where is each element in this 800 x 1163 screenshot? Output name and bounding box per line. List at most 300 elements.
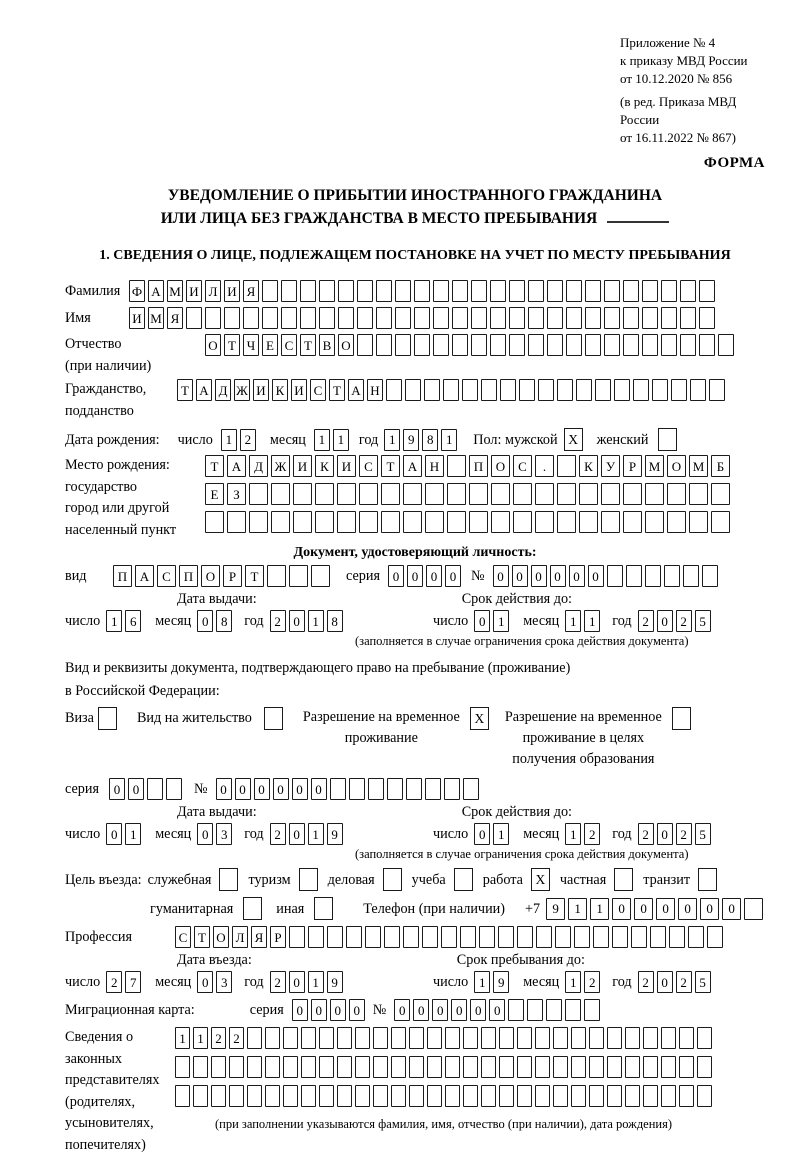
char-cell[interactable]	[327, 926, 343, 948]
char-cell[interactable]	[574, 926, 590, 948]
char-cell[interactable]	[166, 778, 182, 800]
char-cell[interactable]	[481, 1056, 496, 1078]
char-cell[interactable]	[652, 379, 668, 401]
char-cell[interactable]	[645, 483, 664, 505]
char-cell[interactable]	[557, 483, 576, 505]
char-cell[interactable]	[517, 1027, 532, 1049]
char-cell[interactable]	[193, 1085, 208, 1107]
char-cell[interactable]: 0	[569, 565, 585, 587]
char-cell[interactable]	[697, 1027, 712, 1049]
char-cell[interactable]	[671, 379, 687, 401]
char-cell[interactable]: Р	[223, 565, 242, 587]
char-cell[interactable]	[471, 334, 487, 356]
char-cell[interactable]: 0	[128, 778, 144, 800]
char-cell[interactable]: 0	[722, 898, 741, 920]
char-cell[interactable]: Я	[243, 280, 259, 302]
char-cell[interactable]: К	[579, 455, 598, 477]
purpose-private-checkbox[interactable]	[614, 868, 633, 891]
char-cell[interactable]	[247, 1056, 262, 1078]
char-cell[interactable]	[281, 307, 297, 329]
purpose-humanitarian-checkbox[interactable]	[243, 897, 262, 920]
char-cell[interactable]: 2	[676, 823, 692, 845]
char-cell[interactable]	[661, 334, 677, 356]
title-blank-line[interactable]	[607, 207, 669, 223]
char-cell[interactable]	[557, 379, 573, 401]
char-cell[interactable]	[688, 926, 704, 948]
char-cell[interactable]	[490, 280, 506, 302]
char-cell[interactable]	[557, 511, 576, 533]
char-cell[interactable]: 0	[700, 898, 719, 920]
char-cell[interactable]	[227, 511, 246, 533]
char-cell[interactable]	[513, 511, 532, 533]
char-cell[interactable]: 1	[221, 429, 237, 451]
char-cell[interactable]: .	[535, 455, 554, 477]
char-cell[interactable]	[679, 1027, 694, 1049]
char-cell[interactable]: Т	[224, 334, 240, 356]
char-cell[interactable]: О	[205, 334, 221, 356]
char-cell[interactable]	[391, 1027, 406, 1049]
char-cell[interactable]: 0	[512, 565, 528, 587]
char-cell[interactable]: Б	[711, 455, 730, 477]
char-cell[interactable]	[395, 280, 411, 302]
char-cell[interactable]	[585, 334, 601, 356]
char-cell[interactable]: 1	[565, 823, 581, 845]
char-cell[interactable]	[267, 565, 286, 587]
char-cell[interactable]	[427, 1027, 442, 1049]
char-cell[interactable]: Т	[245, 565, 264, 587]
char-cell[interactable]: 1	[565, 971, 581, 993]
char-cell[interactable]	[355, 1056, 370, 1078]
char-cell[interactable]	[527, 999, 543, 1021]
char-cell[interactable]	[319, 1056, 334, 1078]
char-cell[interactable]: 0	[678, 898, 697, 920]
char-cell[interactable]	[433, 334, 449, 356]
char-cell[interactable]	[553, 1056, 568, 1078]
char-cell[interactable]	[308, 926, 324, 948]
char-cell[interactable]	[319, 280, 335, 302]
char-cell[interactable]	[463, 1056, 478, 1078]
char-cell[interactable]: Ж	[234, 379, 250, 401]
char-cell[interactable]: Ж	[271, 455, 290, 477]
char-cell[interactable]: Д	[215, 379, 231, 401]
char-cell[interactable]	[319, 1027, 334, 1049]
char-cell[interactable]	[604, 307, 620, 329]
char-cell[interactable]	[443, 379, 459, 401]
char-cell[interactable]	[462, 379, 478, 401]
char-cell[interactable]: 9	[546, 898, 565, 920]
char-cell[interactable]: 0	[550, 565, 566, 587]
char-cell[interactable]: 0	[109, 778, 125, 800]
char-cell[interactable]: 1	[308, 610, 324, 632]
char-cell[interactable]	[699, 334, 715, 356]
purpose-tourism-checkbox[interactable]	[299, 868, 318, 891]
char-cell[interactable]: О	[491, 455, 510, 477]
char-cell[interactable]	[601, 483, 620, 505]
char-cell[interactable]: 1	[308, 823, 324, 845]
char-cell[interactable]	[625, 1027, 640, 1049]
char-cell[interactable]: М	[148, 307, 164, 329]
char-cell[interactable]	[481, 1085, 496, 1107]
char-cell[interactable]	[211, 1085, 226, 1107]
char-cell[interactable]	[355, 1085, 370, 1107]
char-cell[interactable]: 0	[388, 565, 404, 587]
char-cell[interactable]: 0	[474, 823, 490, 845]
purpose-official-checkbox[interactable]	[219, 868, 238, 891]
char-cell[interactable]	[349, 778, 365, 800]
char-cell[interactable]: 1	[568, 898, 587, 920]
char-cell[interactable]	[433, 307, 449, 329]
char-cell[interactable]	[547, 307, 563, 329]
char-cell[interactable]	[669, 926, 685, 948]
char-cell[interactable]	[517, 1056, 532, 1078]
char-cell[interactable]	[661, 307, 677, 329]
char-cell[interactable]	[623, 307, 639, 329]
char-cell[interactable]: 0	[106, 823, 122, 845]
char-cell[interactable]: 0	[612, 898, 631, 920]
char-cell[interactable]: 0	[426, 565, 442, 587]
char-cell[interactable]	[680, 280, 696, 302]
char-cell[interactable]: 0	[197, 610, 213, 632]
char-cell[interactable]	[607, 1056, 622, 1078]
char-cell[interactable]: 2	[211, 1027, 226, 1049]
char-cell[interactable]	[422, 926, 438, 948]
char-cell[interactable]: 5	[695, 823, 711, 845]
char-cell[interactable]: 2	[229, 1027, 244, 1049]
char-cell[interactable]: 1	[175, 1027, 190, 1049]
char-cell[interactable]	[425, 511, 444, 533]
char-cell[interactable]	[463, 778, 479, 800]
char-cell[interactable]: 0	[292, 778, 308, 800]
char-cell[interactable]: 5	[695, 971, 711, 993]
char-cell[interactable]	[224, 307, 240, 329]
char-cell[interactable]: 3	[216, 971, 232, 993]
char-cell[interactable]: 0	[292, 999, 308, 1021]
char-cell[interactable]	[498, 926, 514, 948]
char-cell[interactable]: 0	[489, 999, 505, 1021]
char-cell[interactable]	[571, 1027, 586, 1049]
char-cell[interactable]: 0	[470, 999, 486, 1021]
char-cell[interactable]: Р	[270, 926, 286, 948]
char-cell[interactable]: 2	[270, 823, 286, 845]
char-cell[interactable]	[447, 511, 466, 533]
char-cell[interactable]	[301, 1027, 316, 1049]
char-cell[interactable]: С	[310, 379, 326, 401]
char-cell[interactable]: 1	[106, 610, 122, 632]
char-cell[interactable]	[414, 280, 430, 302]
char-cell[interactable]	[283, 1056, 298, 1078]
char-cell[interactable]	[535, 483, 554, 505]
char-cell[interactable]	[368, 778, 384, 800]
char-cell[interactable]	[623, 483, 642, 505]
residence-permit-checkbox[interactable]	[264, 707, 283, 730]
char-cell[interactable]: Н	[367, 379, 383, 401]
char-cell[interactable]: 0	[588, 565, 604, 587]
char-cell[interactable]: 1	[333, 429, 349, 451]
char-cell[interactable]	[338, 280, 354, 302]
char-cell[interactable]: О	[201, 565, 220, 587]
char-cell[interactable]: П	[113, 565, 132, 587]
char-cell[interactable]	[643, 1027, 658, 1049]
char-cell[interactable]	[427, 1056, 442, 1078]
char-cell[interactable]: Р	[623, 455, 642, 477]
char-cell[interactable]	[281, 280, 297, 302]
char-cell[interactable]	[205, 307, 221, 329]
char-cell[interactable]	[319, 1085, 334, 1107]
char-cell[interactable]	[546, 999, 562, 1021]
char-cell[interactable]: 0	[289, 971, 305, 993]
char-cell[interactable]	[528, 307, 544, 329]
char-cell[interactable]	[414, 307, 430, 329]
char-cell[interactable]	[491, 483, 510, 505]
char-cell[interactable]	[614, 379, 630, 401]
char-cell[interactable]	[337, 511, 356, 533]
char-cell[interactable]: 0	[216, 778, 232, 800]
char-cell[interactable]	[566, 280, 582, 302]
char-cell[interactable]	[425, 483, 444, 505]
char-cell[interactable]	[409, 1085, 424, 1107]
char-cell[interactable]	[243, 307, 259, 329]
char-cell[interactable]: М	[167, 280, 183, 302]
char-cell[interactable]	[689, 483, 708, 505]
char-cell[interactable]: Л	[232, 926, 248, 948]
char-cell[interactable]: 1	[125, 823, 141, 845]
char-cell[interactable]	[565, 999, 581, 1021]
char-cell[interactable]: 0	[657, 823, 673, 845]
char-cell[interactable]	[667, 483, 686, 505]
char-cell[interactable]	[500, 379, 516, 401]
char-cell[interactable]: Е	[262, 334, 278, 356]
char-cell[interactable]: К	[315, 455, 334, 477]
char-cell[interactable]	[679, 1085, 694, 1107]
char-cell[interactable]: Я	[167, 307, 183, 329]
char-cell[interactable]: О	[338, 334, 354, 356]
char-cell[interactable]	[585, 307, 601, 329]
char-cell[interactable]: 8	[327, 610, 343, 632]
char-cell[interactable]	[271, 511, 290, 533]
char-cell[interactable]: 9	[493, 971, 509, 993]
char-cell[interactable]	[452, 307, 468, 329]
char-cell[interactable]: Е	[205, 483, 224, 505]
char-cell[interactable]	[403, 511, 422, 533]
char-cell[interactable]: 0	[451, 999, 467, 1021]
char-cell[interactable]	[319, 307, 335, 329]
char-cell[interactable]: 0	[657, 971, 673, 993]
char-cell[interactable]	[667, 511, 686, 533]
char-cell[interactable]	[315, 511, 334, 533]
char-cell[interactable]: 1	[384, 429, 400, 451]
char-cell[interactable]	[409, 1056, 424, 1078]
char-cell[interactable]	[376, 280, 392, 302]
char-cell[interactable]	[469, 511, 488, 533]
char-cell[interactable]	[193, 1056, 208, 1078]
char-cell[interactable]	[744, 898, 763, 920]
char-cell[interactable]	[528, 280, 544, 302]
char-cell[interactable]	[661, 1056, 676, 1078]
sex-female-checkbox[interactable]	[658, 428, 677, 451]
char-cell[interactable]	[699, 280, 715, 302]
char-cell[interactable]	[702, 565, 718, 587]
char-cell[interactable]	[373, 1027, 388, 1049]
char-cell[interactable]	[289, 926, 305, 948]
char-cell[interactable]	[211, 1056, 226, 1078]
char-cell[interactable]	[337, 1056, 352, 1078]
temp-residence-permit-checkbox[interactable]: X	[470, 707, 489, 730]
char-cell[interactable]	[425, 778, 441, 800]
char-cell[interactable]: 2	[638, 610, 654, 632]
char-cell[interactable]: 1	[193, 1027, 208, 1049]
char-cell[interactable]	[601, 511, 620, 533]
char-cell[interactable]: 0	[254, 778, 270, 800]
char-cell[interactable]	[499, 1027, 514, 1049]
char-cell[interactable]	[357, 280, 373, 302]
char-cell[interactable]	[479, 926, 495, 948]
char-cell[interactable]: 1	[493, 610, 509, 632]
char-cell[interactable]	[508, 999, 524, 1021]
char-cell[interactable]: С	[359, 455, 378, 477]
char-cell[interactable]: 2	[240, 429, 256, 451]
char-cell[interactable]	[229, 1085, 244, 1107]
purpose-business-checkbox[interactable]	[383, 868, 402, 891]
char-cell[interactable]: 0	[289, 610, 305, 632]
char-cell[interactable]	[395, 307, 411, 329]
char-cell[interactable]	[661, 1027, 676, 1049]
char-cell[interactable]	[553, 1027, 568, 1049]
char-cell[interactable]: О	[667, 455, 686, 477]
char-cell[interactable]	[571, 1085, 586, 1107]
char-cell[interactable]	[711, 483, 730, 505]
char-cell[interactable]: 0	[474, 610, 490, 632]
char-cell[interactable]: Д	[249, 455, 268, 477]
char-cell[interactable]: Т	[194, 926, 210, 948]
char-cell[interactable]	[471, 280, 487, 302]
char-cell[interactable]: 0	[432, 999, 448, 1021]
char-cell[interactable]: В	[319, 334, 335, 356]
char-cell[interactable]	[566, 307, 582, 329]
char-cell[interactable]	[186, 307, 202, 329]
char-cell[interactable]	[623, 280, 639, 302]
char-cell[interactable]	[452, 334, 468, 356]
char-cell[interactable]	[491, 511, 510, 533]
char-cell[interactable]	[631, 926, 647, 948]
char-cell[interactable]	[247, 1085, 262, 1107]
char-cell[interactable]	[697, 1056, 712, 1078]
char-cell[interactable]	[463, 1027, 478, 1049]
char-cell[interactable]: П	[469, 455, 488, 477]
char-cell[interactable]: 9	[403, 429, 419, 451]
char-cell[interactable]	[604, 280, 620, 302]
char-cell[interactable]	[403, 483, 422, 505]
char-cell[interactable]: А	[403, 455, 422, 477]
char-cell[interactable]: С	[513, 455, 532, 477]
char-cell[interactable]	[589, 1027, 604, 1049]
char-cell[interactable]	[697, 1085, 712, 1107]
char-cell[interactable]	[405, 379, 421, 401]
char-cell[interactable]	[447, 455, 466, 477]
char-cell[interactable]	[718, 334, 734, 356]
char-cell[interactable]	[249, 511, 268, 533]
char-cell[interactable]: Н	[425, 455, 444, 477]
char-cell[interactable]	[427, 1085, 442, 1107]
char-cell[interactable]: 2	[676, 610, 692, 632]
char-cell[interactable]	[625, 1085, 640, 1107]
char-cell[interactable]	[300, 280, 316, 302]
char-cell[interactable]	[555, 926, 571, 948]
char-cell[interactable]	[471, 307, 487, 329]
char-cell[interactable]: 9	[327, 823, 343, 845]
char-cell[interactable]: 1	[493, 823, 509, 845]
char-cell[interactable]: 0	[330, 999, 346, 1021]
char-cell[interactable]	[626, 565, 642, 587]
char-cell[interactable]	[283, 1085, 298, 1107]
char-cell[interactable]: 1	[308, 971, 324, 993]
char-cell[interactable]	[338, 307, 354, 329]
char-cell[interactable]	[357, 334, 373, 356]
char-cell[interactable]: 0	[273, 778, 289, 800]
char-cell[interactable]	[643, 1056, 658, 1078]
char-cell[interactable]	[337, 483, 356, 505]
char-cell[interactable]	[517, 1085, 532, 1107]
char-cell[interactable]	[175, 1056, 190, 1078]
char-cell[interactable]: П	[179, 565, 198, 587]
char-cell[interactable]	[633, 379, 649, 401]
char-cell[interactable]: Т	[329, 379, 345, 401]
char-cell[interactable]	[424, 379, 440, 401]
char-cell[interactable]	[247, 1027, 262, 1049]
char-cell[interactable]: Ч	[243, 334, 259, 356]
char-cell[interactable]	[265, 1085, 280, 1107]
char-cell[interactable]	[265, 1056, 280, 1078]
char-cell[interactable]: 1	[590, 898, 609, 920]
char-cell[interactable]: А	[227, 455, 246, 477]
char-cell[interactable]	[376, 334, 392, 356]
char-cell[interactable]	[623, 511, 642, 533]
char-cell[interactable]	[301, 1056, 316, 1078]
char-cell[interactable]: 2	[584, 823, 600, 845]
char-cell[interactable]: Я	[251, 926, 267, 948]
char-cell[interactable]	[642, 307, 658, 329]
char-cell[interactable]	[661, 1085, 676, 1107]
char-cell[interactable]	[499, 1056, 514, 1078]
char-cell[interactable]	[300, 307, 316, 329]
sex-male-checkbox[interactable]: X	[564, 428, 583, 451]
char-cell[interactable]	[384, 926, 400, 948]
char-cell[interactable]	[679, 1056, 694, 1078]
char-cell[interactable]: 3	[216, 823, 232, 845]
char-cell[interactable]: О	[213, 926, 229, 948]
char-cell[interactable]: З	[227, 483, 246, 505]
char-cell[interactable]	[680, 334, 696, 356]
char-cell[interactable]	[301, 1085, 316, 1107]
char-cell[interactable]: К	[272, 379, 288, 401]
char-cell[interactable]: 7	[125, 971, 141, 993]
char-cell[interactable]: Т	[177, 379, 193, 401]
char-cell[interactable]	[391, 1056, 406, 1078]
char-cell[interactable]	[175, 1085, 190, 1107]
char-cell[interactable]	[711, 511, 730, 533]
char-cell[interactable]	[359, 511, 378, 533]
purpose-other-checkbox[interactable]	[314, 897, 333, 920]
char-cell[interactable]	[460, 926, 476, 948]
char-cell[interactable]: И	[291, 379, 307, 401]
char-cell[interactable]	[357, 307, 373, 329]
char-cell[interactable]	[607, 1085, 622, 1107]
char-cell[interactable]: 0	[235, 778, 251, 800]
char-cell[interactable]	[346, 926, 362, 948]
char-cell[interactable]: С	[281, 334, 297, 356]
char-cell[interactable]: 2	[638, 971, 654, 993]
char-cell[interactable]	[395, 334, 411, 356]
char-cell[interactable]: 0	[493, 565, 509, 587]
